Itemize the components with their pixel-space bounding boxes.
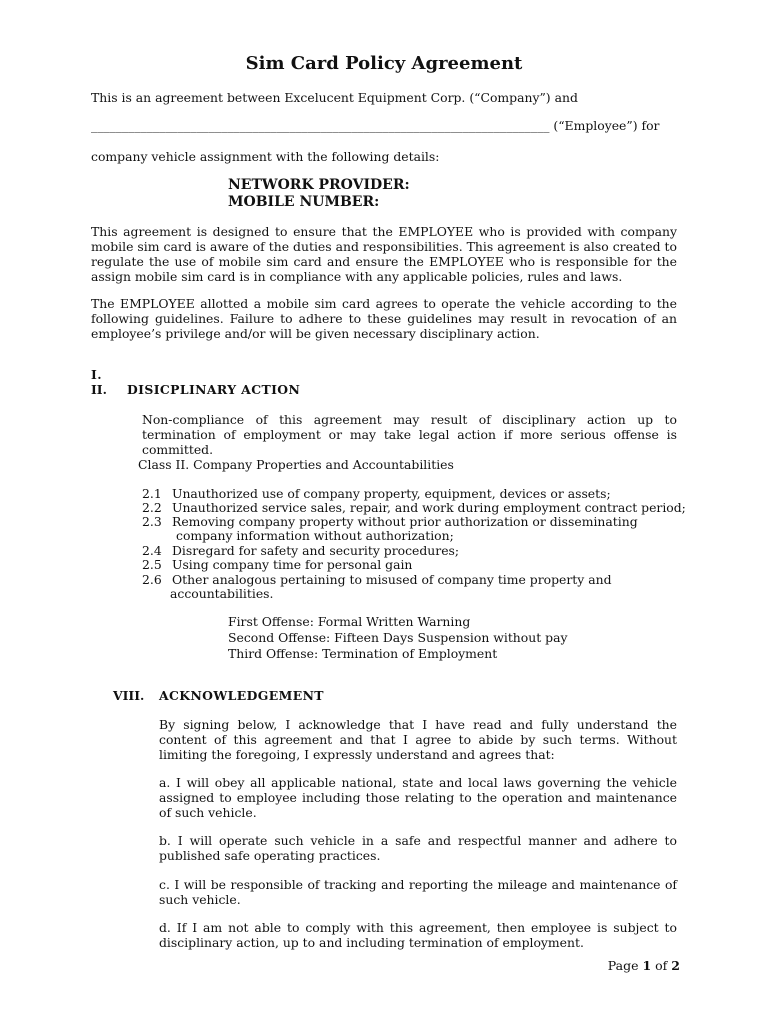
employee-label: (“Employee”) for [549, 118, 660, 133]
acknowledgement-paragraph: By signing below, I acknowledge that I have read and fully understand the content of this agreement and that I agree to abide by such terms. Without limiting the foregoing, I expressly understand and agrees that: [159, 717, 677, 762]
page-total: 2 [671, 958, 680, 973]
section-ii-heading [91, 382, 300, 397]
page-label: Page [607, 958, 643, 973]
list-item [142, 557, 642, 572]
section-viii-number: VIII. [113, 688, 145, 703]
section-ii-title: DISICPLINARY ACTION [127, 382, 301, 397]
intro-line-3: company vehicle assignment with the following details: [91, 149, 440, 164]
list-item-continuation [146, 528, 646, 543]
list-item-text: Unauthorized use of company property, equipment, devices or assets; [172, 486, 611, 501]
paragraph-guidelines: The EMPLOYEE allotted a mobile sim card agrees to operate the vehicle according to the following guidelines. Failure to adhere to these guidelines may result in revocation of an employee’s privilege and/or will be given necessary disciplinary action. [91, 296, 677, 341]
list-item-number: 2.6 [142, 572, 162, 587]
list-item-text: Unauthorized service sales, repair, and work during employment contract period; [172, 500, 686, 515]
class-heading: Class II. Company Properties and Accountabilities [138, 457, 454, 472]
acknowledgement-item-b: b. I will operate such vehicle in a safe and respectful manner and adhere to published safe operating practices. [159, 833, 677, 863]
list-item-number: 2.2 [142, 500, 162, 515]
page-number [608, 958, 680, 973]
list-item-number: 2.3 [142, 514, 162, 529]
acknowledgement-item-a: a. I will obey all applicable national, state and local laws governing the vehicle assigned to employee including those relating to the operation and maintenance of such vehicle. [159, 775, 677, 820]
section-viii-heading [113, 688, 324, 703]
list-item-text: Using company time for personal gain [172, 557, 413, 572]
network-provider-label: NETWORK PROVIDER: [228, 177, 410, 193]
page-current: 1 [642, 958, 652, 973]
intro-line-2 [91, 118, 659, 133]
list-item-number: 2.5 [142, 557, 162, 572]
section-ii-paragraph: Non-compliance of this agreement may result of disciplinary action up to termination of employment or may take legal action if more serious offense is committed. [142, 412, 677, 457]
offense-third: Third Offense: Termination of Employment [228, 646, 498, 661]
list-item-text: Disregard for safety and security procedures; [172, 543, 460, 558]
employee-name-blank[interactable]: __________________________________________________________________________ [91, 118, 550, 133]
page-of: of [651, 958, 672, 973]
acknowledgement-item-c: c. I will be responsible of tracking and reporting the mileage and maintenance of such vehicle. [159, 877, 677, 907]
paragraph-purpose: This agreement is designed to ensure that the EMPLOYEE who is provided with company mobile sim card is aware of the duties and responsibilities. This agreement is also created to regulate the use of mobile sim card and ensure the EMPLOYEE who is responsible for the assign mobile sim card is in compliance with any applicable policies, rules and laws. [91, 224, 677, 284]
list-item-text: Removing company property without prior authorization or disseminating [172, 514, 638, 529]
list-item-text: accountabilities. [170, 586, 274, 601]
list-item [142, 543, 642, 558]
list-item [142, 572, 642, 587]
acknowledgement-item-d: d. If I am not able to comply with this agreement, then employee is subject to disciplinary action, up to and including termination of employment. [159, 920, 677, 950]
list-item-text: company information without authorization; [176, 528, 454, 543]
section-ii-number: II. [91, 382, 107, 397]
section-i-number: I. [91, 367, 102, 382]
offense-first: First Offense: Formal Written Warning [228, 614, 471, 629]
list-item [142, 500, 686, 515]
document-title: Sim Card Policy Agreement [245, 53, 523, 74]
intro-line-1: This is an agreement between Excelucent Equipment Corp. (“Company”) and [91, 90, 578, 105]
offense-second: Second Offense: Fifteen Days Suspension without pay [228, 630, 568, 645]
list-item-number: 2.4 [142, 543, 162, 558]
list-item-continuation [140, 586, 640, 601]
list-item-number: 2.1 [142, 486, 162, 501]
list-item-text: Other analogous pertaining to misused of company time property and [172, 572, 612, 587]
list-item [142, 514, 642, 529]
section-viii-title: ACKNOWLEDGEMENT [159, 688, 324, 703]
list-item [142, 486, 642, 501]
mobile-number-label: MOBILE NUMBER: [228, 194, 380, 210]
